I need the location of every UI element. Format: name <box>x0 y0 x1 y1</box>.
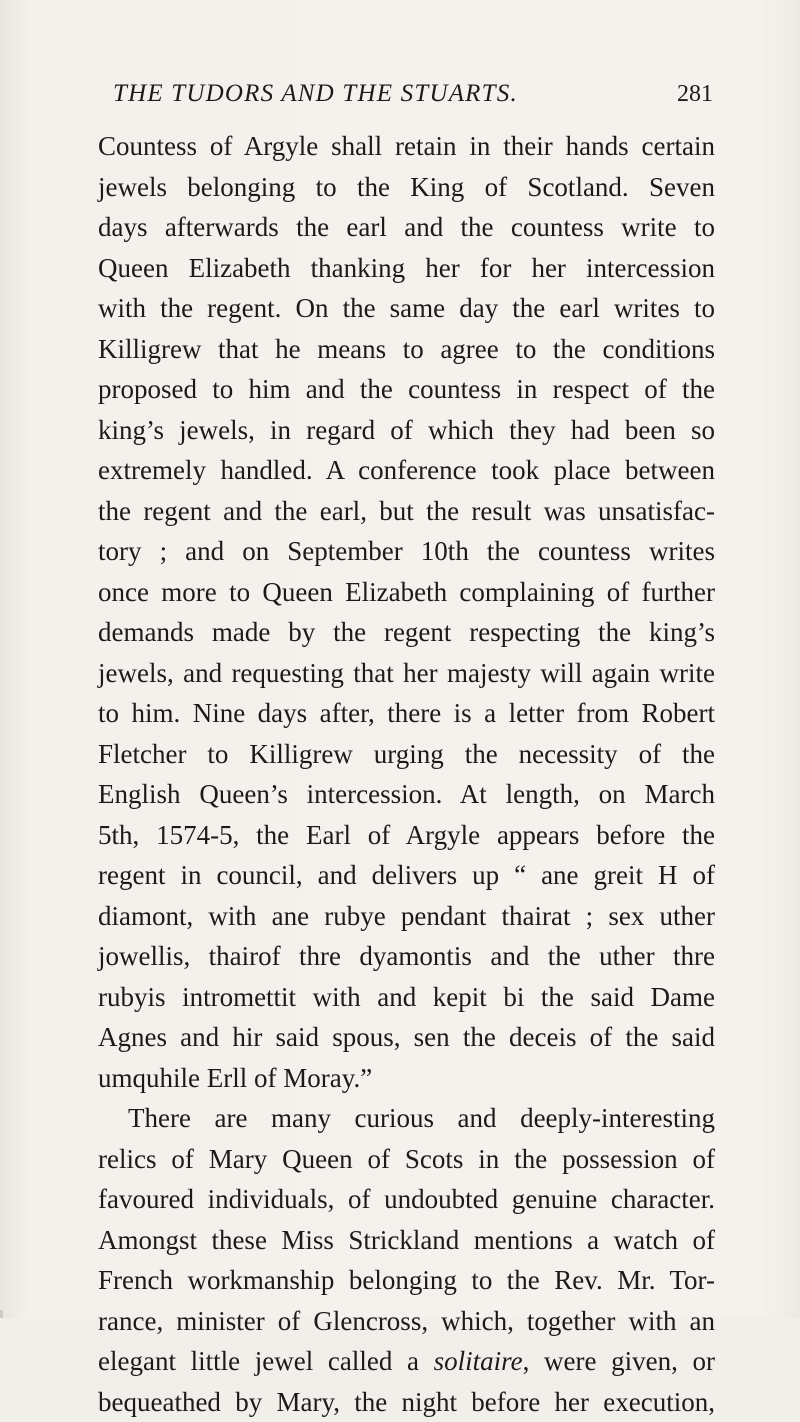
text-line-15: to him. Nine days after, there is a letter from Robert <box>98 693 715 734</box>
text-line-13: demands made by the regent respecting the king’s <box>98 612 715 653</box>
italic-term: solitaire <box>434 1346 523 1376</box>
text-line-5: with the regent. On the same day the earl writes to <box>98 288 715 329</box>
text-line-24: umquhile Erll of Moray.” <box>98 1058 715 1099</box>
text-line-12: once more to Queen Elizabeth complaining of further <box>98 572 715 613</box>
text-line-31-start: elegant little jewel called a <box>98 1346 434 1376</box>
text-line-23: Agnes and hir said spous, sen the deceis of the said <box>98 1017 715 1058</box>
text-line-1: Countess of Argyle shall retain in their hands certain <box>98 126 715 167</box>
text-line-10: the regent and the earl, but the result was unsatisfac- <box>98 491 715 532</box>
text-line-4: Queen Elizabeth thanking her for her intercession <box>98 248 715 289</box>
text-line-30: rance, minister of Glencross, which, together with an <box>98 1301 715 1342</box>
text-line-31-end: , were given, or <box>523 1346 715 1376</box>
text-line-32: bequeathed by Mary, the night before her execution, <box>98 1382 715 1422</box>
text-line-7: proposed to him and the countess in respect of the <box>98 369 715 410</box>
text-line-31 <box>98 1341 715 1382</box>
text-line-22: rubyis intromettit with and kepit bi the said Dame <box>98 977 715 1018</box>
text-line-2: jewels belonging to the King of Scotland. Seven <box>98 167 715 208</box>
text-line-8: king’s jewels, in regard of which they had been so <box>98 410 715 451</box>
text-line-9: extremely handled. A conference took place between <box>98 450 715 491</box>
text-line-20: diamont, with ane rubye pendant thairat ; sex uther <box>98 896 715 937</box>
text-line-21: jowellis, thairof thre dyamontis and the uther thre <box>98 936 715 977</box>
page-number: 281 <box>677 81 713 108</box>
text-line-19: regent in council, and delivers up “ ane greit H of <box>98 855 715 896</box>
body-text <box>98 126 715 1422</box>
page-edge-mark <box>0 1310 3 1318</box>
text-line-14: jewels, and requesting that her majesty will again write <box>98 653 715 694</box>
text-line-28: Amongst these Miss Strickland mentions a watch of <box>98 1220 715 1261</box>
text-line-18: 5th, 1574-5, the Earl of Argyle appears before the <box>98 815 715 856</box>
text-line-6: Killigrew that he means to agree to the conditions <box>98 329 715 370</box>
text-line-29: French workmanship belonging to the Rev. Mr. Tor- <box>98 1260 715 1301</box>
text-line-27: favoured individuals, of undoubted genuine character. <box>98 1179 715 1220</box>
running-title: THE TUDORS AND THE STUARTS. <box>113 80 518 108</box>
text-line-11: tory ; and on September 10th the countess writes <box>98 531 715 572</box>
text-line-17: English Queen’s intercession. At length, on March <box>98 774 715 815</box>
page-header <box>113 80 713 120</box>
text-line-3: days afterwards the earl and the countess write to <box>98 207 715 248</box>
text-line-26: relics of Mary Queen of Scots in the possession of <box>98 1139 715 1180</box>
text-line-16: Fletcher to Killigrew urging the necessity of the <box>98 734 715 775</box>
text-line-25: There are many curious and deeply-interesting <box>98 1098 715 1139</box>
